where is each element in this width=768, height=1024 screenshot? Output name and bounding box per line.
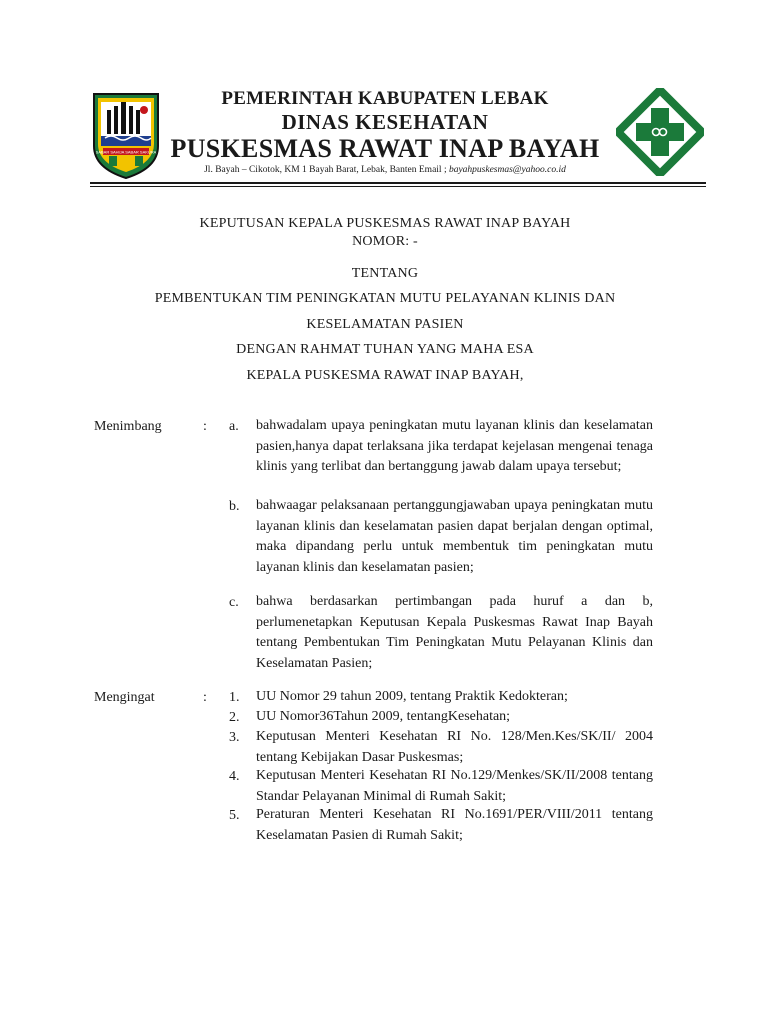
menimbang-colon: :	[203, 419, 207, 434]
letterhead-government: PEMERINTAH KABUPATEN LEBAK	[221, 88, 549, 109]
mengingat-marker-1: 1.	[229, 690, 240, 705]
mengingat-item-4: Keputusan Menteri Kesehatan RI No.129/Menkes/SK/II/2008 tentang Standar Pelayanan Minimal di Rumah Sakit;	[256, 768, 653, 804]
mengingat-marker-4: 4.	[229, 769, 240, 784]
mengingat-item-5: Peraturan Menteri Kesehatan RI No.1691/PER/VIII/2011 tentang Keselamatan Pasien di Rumah Sakit;	[256, 807, 653, 843]
tentang-heading: TENTANG	[351, 266, 419, 281]
decree-title: KEPUTUSAN KEPALA PUSKESMAS RAWAT INAP BAYAH	[199, 216, 571, 231]
letterhead-rule-thick	[90, 182, 706, 184]
subject-line-2: KESELAMATAN PASIEN	[306, 317, 464, 332]
issuer-line: KEPALA PUSKESMA RAWAT INAP BAYAH,	[246, 368, 524, 383]
menimbang-item-b: bahwaagar pelaksanaan pertanggungjawaban upaya peningkatan mutu layanan klinis dan keselamatan pasien dapat berjalan dengan optimal, maka dipandang perlu untuk membentuk tim peningkatan mutu layanan klinis dan keselamatan pasien;	[256, 498, 653, 575]
email-text: bayahpuskesmas@yahoo.co.id	[448, 165, 566, 175]
letterhead-rule-thin	[90, 186, 706, 187]
mengingat-label: Mengingat	[94, 690, 155, 705]
mengingat-marker-2: 2.	[229, 710, 240, 725]
blessing-line: DENGAN RAHMAT TUHAN YANG MAHA ESA	[236, 342, 534, 357]
puskesmas-green-cross-icon	[616, 88, 704, 176]
menimbang-marker-b: b.	[229, 499, 240, 514]
letterhead-department: DINAS KESEHATAN	[281, 110, 489, 134]
menimbang-item-a: bahwadalam upaya peningkatan mutu layanan klinis dan keselamatan pasien,hanya dapat terlaksana jika terdapat kejelasan mengenai tenaga klinis yang terlibat dan bertanggung jawab dalam upaya tersebut;	[256, 418, 653, 474]
mengingat-item-2: UU Nomor36Tahun 2009, tentangKesehatan;	[256, 709, 511, 724]
subject-line-1: PEMBENTUKAN TIM PENINGKATAN MUTU PELAYANAN KLINIS DAN	[154, 291, 616, 306]
menimbang-item-c: bahwa berdasarkan pertimbangan pada huruf a dan b, perlumenetapkan Keputusan Kepala Puskesmas Rawat Inap Bayah tentang Pembentukan Tim Peningkatan Mutu Pelayanan Klinis dan Keselamatan Pasien;	[256, 594, 653, 671]
decree-number: NOMOR: -	[352, 234, 418, 249]
mengingat-item-1: UU Nomor 29 tahun 2009, tentang Praktik Kedokteran;	[256, 689, 568, 704]
menimbang-label: Menimbang	[94, 419, 162, 434]
mengingat-item-3: Keputusan Menteri Kesehatan RI No. 128/Men.Kes/SK/II/ 2004 tentang Kebijakan Dasar Puskesmas;	[256, 729, 653, 765]
logo-motto: SABAR SAHIJA SABAR SAKURA	[95, 149, 157, 155]
menimbang-marker-c: c.	[229, 595, 239, 610]
mengingat-colon: :	[203, 690, 207, 705]
menimbang-marker-a: a.	[229, 419, 239, 434]
letterhead-institution: PUSKESMAS RAWAT INAP BAYAH	[170, 134, 600, 163]
mengingat-marker-3: 3.	[229, 730, 240, 745]
letterhead-address	[150, 165, 620, 175]
mengingat-marker-5: 5.	[229, 808, 240, 823]
address-text: Jl. Bayah – Cikotok, KM 1 Bayah Barat, Lebak, Banten Email ;	[204, 165, 449, 175]
